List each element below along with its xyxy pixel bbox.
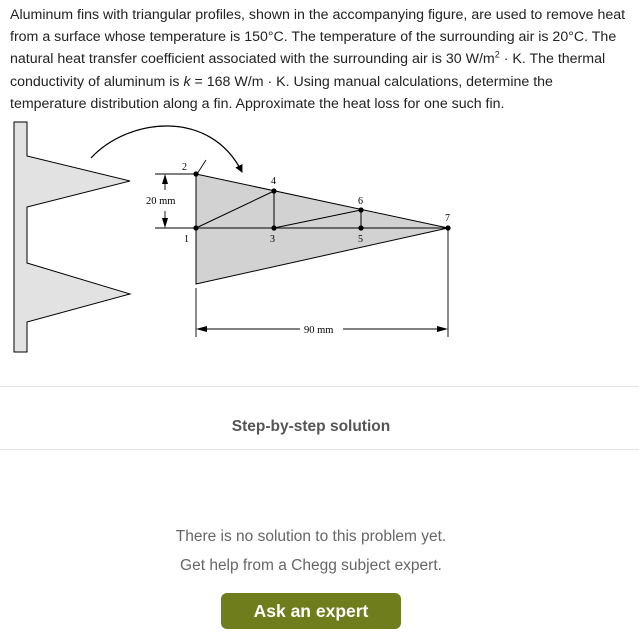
node-label-5: 5 (358, 234, 363, 245)
problem-text-part1: Aluminum fins with triangular profiles, shown in the accompanying figure, are used to remove heat from a surface whose temperature is 150°C. The temperature of the surrounding air is 20°C. The natural heat transfer coefficient associated with the surrounding air is 30 W/m (10, 7, 626, 68)
node-label-7: 7 (445, 213, 450, 224)
step-by-step-heading: Step-by-step solution (231, 418, 391, 435)
length-label: 90 mm (304, 325, 334, 336)
node-label-6: 6 (358, 196, 363, 207)
divider-top (0, 386, 639, 387)
wall-with-fins (14, 122, 130, 352)
problem-text-part2: · K. The thermal conductivity of aluminum is (10, 51, 606, 90)
node-label-4: 4 (271, 176, 276, 187)
node-label-3: 3 (270, 234, 275, 245)
node-3 (271, 225, 276, 230)
node-7 (445, 225, 450, 230)
no-solution-message: There is no solution to this problem yet. (175, 528, 447, 545)
problem-statement (10, 4, 632, 115)
node-1 (193, 225, 198, 230)
enlarged-fin (196, 174, 448, 284)
fin-diagram (0, 110, 480, 360)
variable-k: k (183, 73, 191, 90)
superscript-2: 2 (494, 49, 500, 60)
node-5 (358, 225, 363, 230)
node-label-1: 1 (184, 234, 189, 245)
node-6 (358, 207, 363, 212)
get-help-message: Get help from a Chegg subject expert. (180, 557, 442, 574)
height-label: 20 mm (146, 196, 176, 207)
node-label-2: 2 (182, 162, 187, 173)
problem-text-part3: = 168 W/m · K. Using manual calculations, determine the temperature distribution along a fin. Approximate the heat loss for one such fin. (10, 73, 553, 112)
curved-arrow (91, 126, 242, 172)
node-4 (271, 188, 276, 193)
ask-expert-button[interactable]: Ask an expert (221, 593, 401, 629)
fin-figure (0, 110, 480, 365)
divider-bottom (0, 449, 639, 450)
